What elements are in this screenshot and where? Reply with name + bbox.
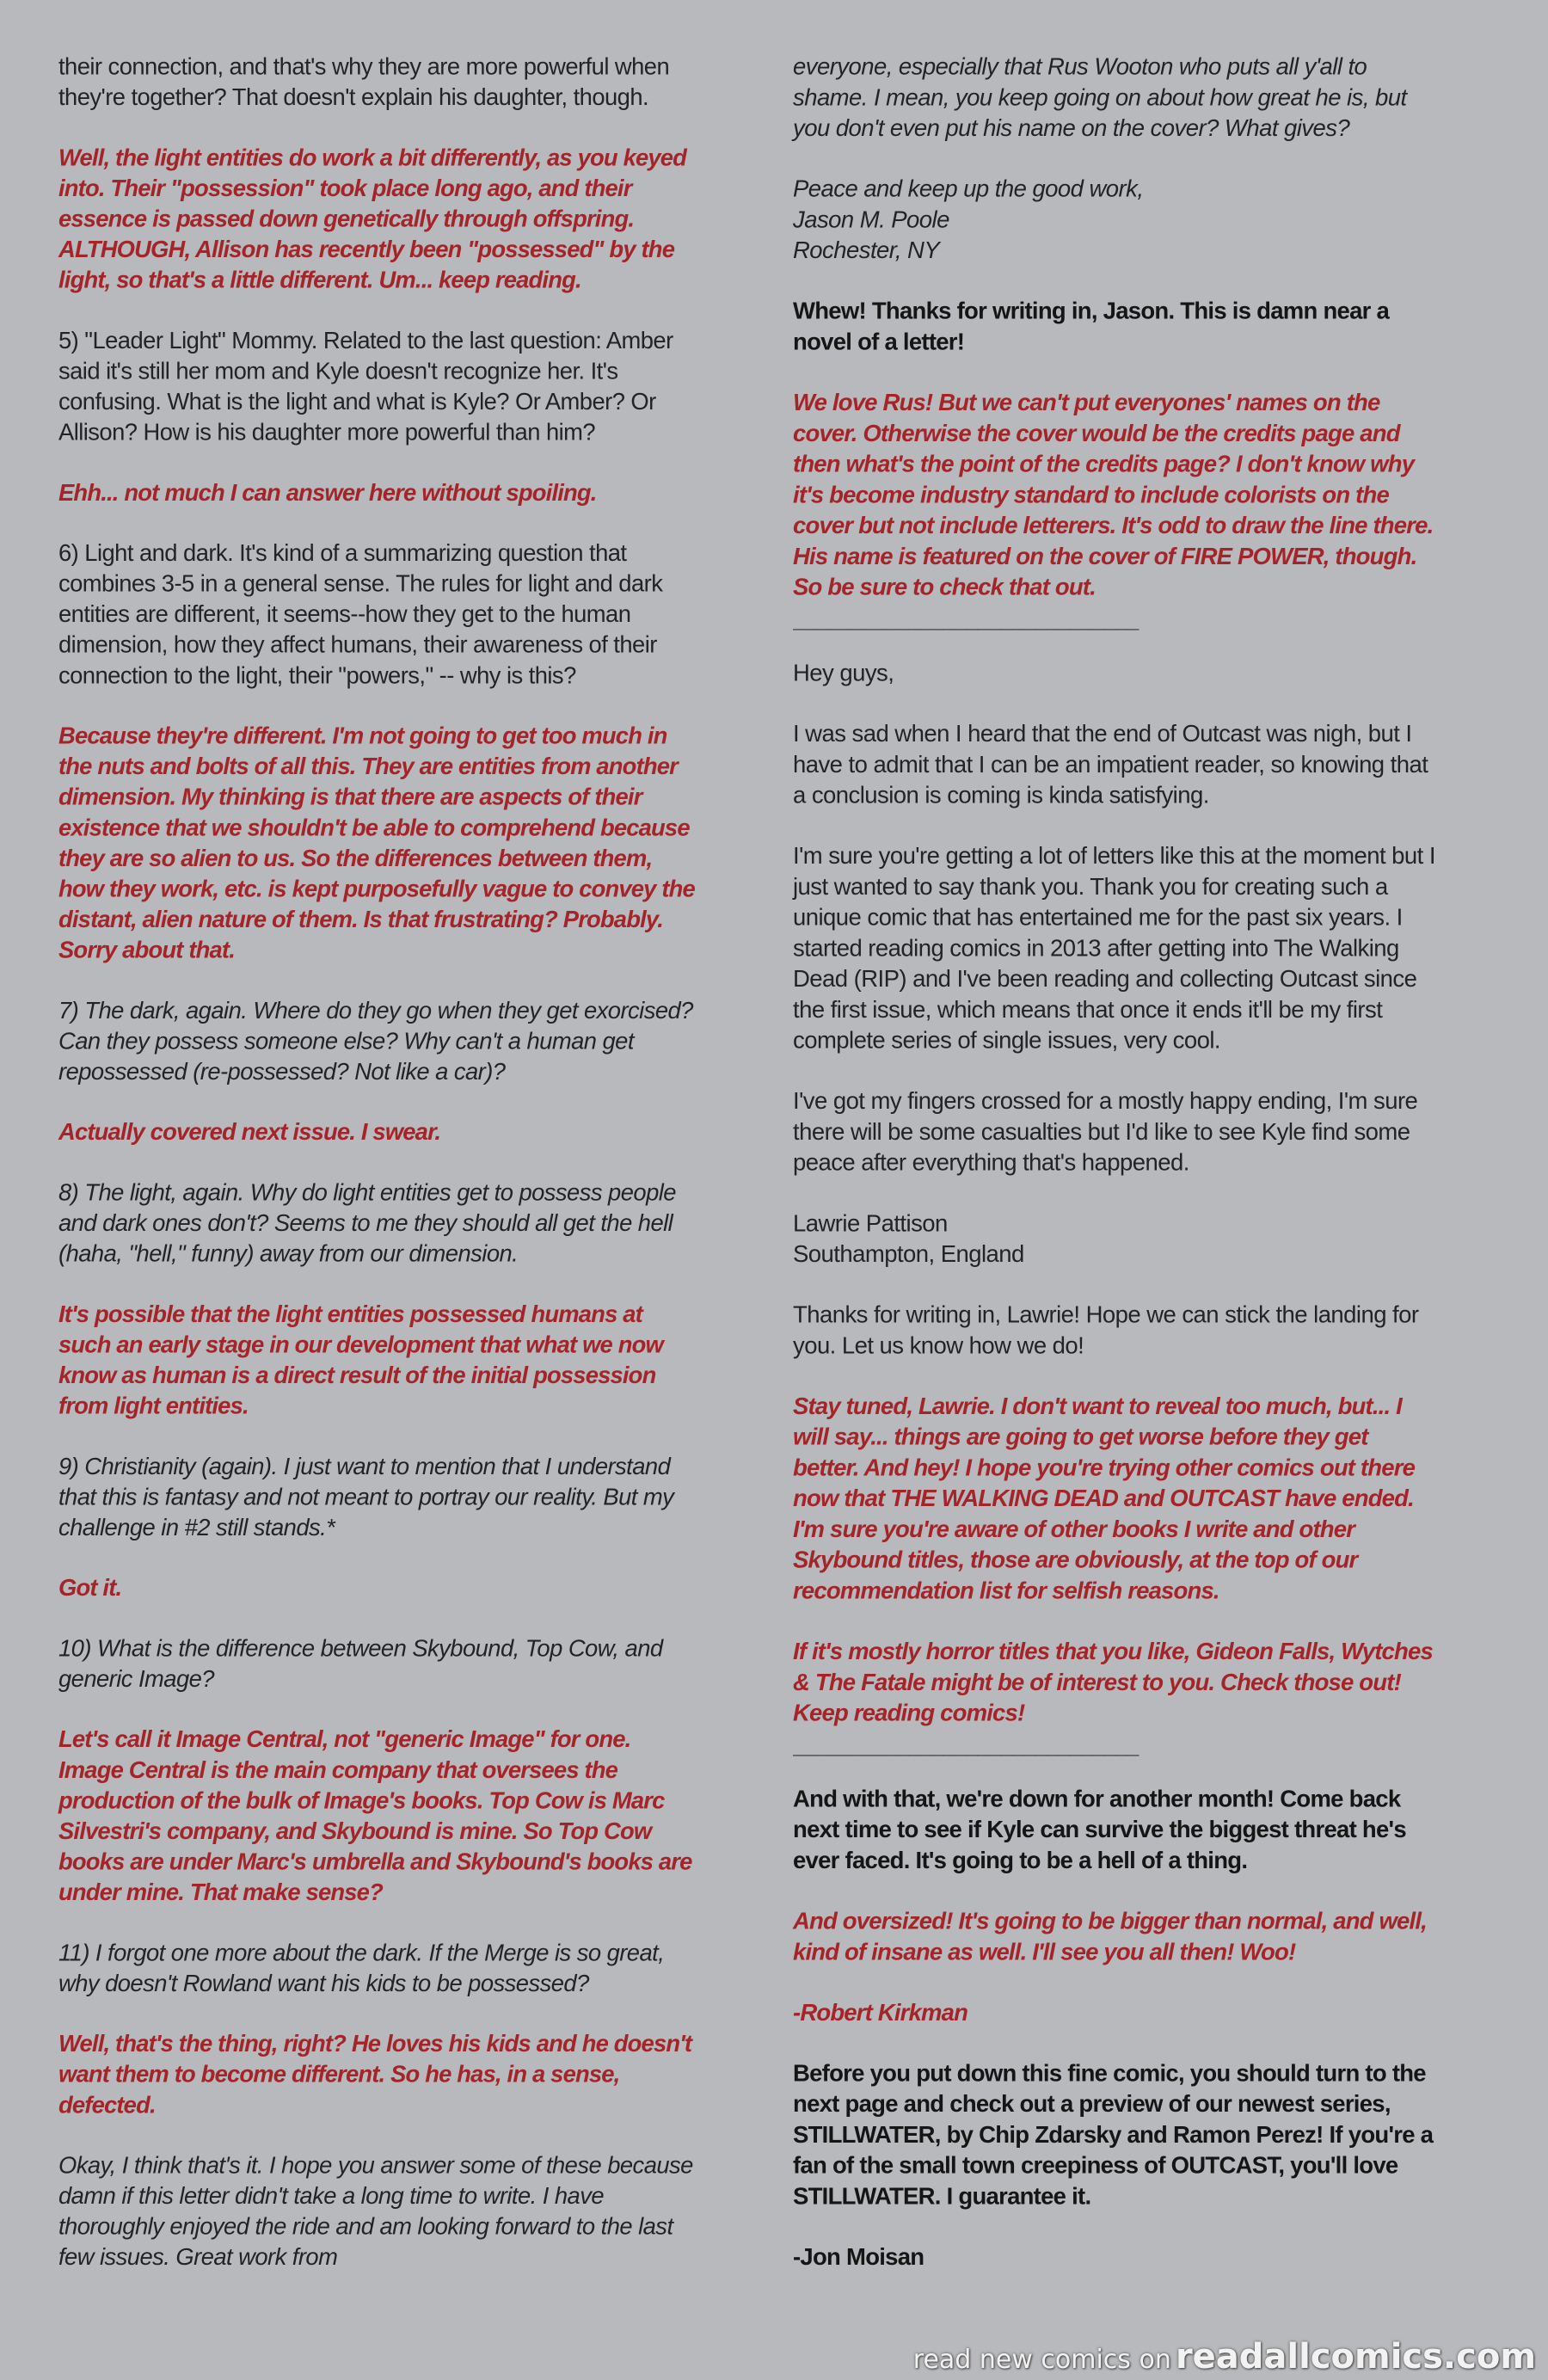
kirkman-reply: -Robert Kirkman <box>793 2000 968 2026</box>
signature-line: Rochester, NY <box>793 237 940 264</box>
kirkman-reply: It's possible that the light entities possessed humans at such an early stage in our development that what we now know as human is a direct result of the initial possession from light entities. <box>58 1301 663 1419</box>
letter-paragraph: 8) The light, again. Why do light entities get to possess people and dark ones don't? Seems to me they should all get the hell (haha, "hell," funny) away from our dimension. <box>58 1179 676 1267</box>
letter-paragraph: I've got my fingers crossed for a mostly happy ending, I'm sure there will be some casualties but I'd like to see Kyle find some peace after everything that's happened. <box>793 1088 1418 1177</box>
letter-paragraph: their connection, and that's why they are more powerful when they're together? That doesn't explain his daughter, though. <box>58 53 670 111</box>
kirkman-reply: Well, that's the thing, right? He loves his kids and he doesn't want them to become different. So he has, in a sense, defected. <box>58 2031 692 2119</box>
kirkman-reply: We love Rus! But we can't put everyones' names on the cover. Otherwise the cover would be the credits page and then what's the point of the credits page? I don't know why it's become industry standard to include colorists on the cover but not include letterers. It's odd to draw the line there. His name is featured on the cover of FIRE POWER, though. So be sure to check that out. <box>793 390 1434 600</box>
kirkman-reply: If it's mostly horror titles that you like, Gideon Falls, Wytches & The Fatale might be of interest to you. Check those out! Keep reading comics! <box>793 1639 1433 1726</box>
signature-line: Southampton, England <box>793 1241 1024 1268</box>
editor-note: -Jon Moisan <box>793 2244 924 2271</box>
watermark-site: readallcomics.com <box>1175 2337 1536 2377</box>
kirkman-reply: And oversized! It's going to be bigger than normal, and well, kind of insane as well. I'll see you all then! Woo! <box>793 1908 1427 1965</box>
kirkman-reply: Ehh... not much I can answer here without spoiling. <box>58 480 597 507</box>
kirkman-reply: Well, the light entities do work a bit differently, as you keyed into. Their "possession" took place long ago, and their essence is passed down genetically through offspring. ALTHOUGH, Allison has recently been "possessed" by the light, so that's a little different. Um... keep reading. <box>58 145 687 293</box>
letter-paragraph: 5) "Leader Light" Mommy. Related to the last question: Amber said it's still her mom and Kyle doesn't recognize her. It's confusing. What is the light and what is Kyle? Or Amber? Or Allison? How is his daughter more powerful than him? <box>58 328 673 446</box>
signature-line: Peace and keep up the good work, <box>793 175 1144 203</box>
letter-paragraph: Hey guys, <box>793 660 894 686</box>
editor-note: Before you put down this fine comic, you should turn to the next page and check out a preview of our newest series, STILLWATER, by Chip Zdarsky and Ramon Perez! If you're a fan of the small town creepiness of OUTCAST, you'll love STILLWATER. I guarantee it. <box>793 2060 1434 2210</box>
letter-paragraph: 11) I forgot one more about the dark. If the Merge is so great, why doesn't Rowland want his kids to be possessed? <box>58 1940 665 1997</box>
letter-paragraph: 6) Light and dark. It's kind of a summarizing question that combines 3-5 in a general sense. The rules for light and dark entities are different, it seems--how they get to the human dimension, how they affect humans, their awareness of their connection to the light, their "powers," -- why is this? <box>58 540 663 689</box>
kirkman-reply: Let's call it Image Central, not "generic Image" for one. Image Central is the main company that oversees the production of the bulk of Image's books. Top Cow is Marc Silvestri's company, and Skybound is mine. So Top Cow books are under Marc's umbrella and Skybound's books are under mine. That make sense? <box>58 1726 692 1906</box>
letter-paragraph: 10) What is the difference between Skybound, Top Cow, and generic Image? <box>58 1635 663 1693</box>
letter-paragraph: Thanks for writing in, Lawrie! Hope we can stick the landing for you. Let us know how we do! <box>793 1301 1419 1359</box>
signature-line: Lawrie Pattison <box>793 1210 948 1237</box>
site-watermark[interactable] <box>913 2337 1536 2377</box>
letter-paragraph: 9) Christianity (again). I just want to mention that I understand that this is fantasy and not meant to portray our reality. But my challenge in #2 still stands.* <box>58 1454 674 1541</box>
letter-paragraph: Okay, I think that's it. I hope you answer some of these because damn if this letter didn't take a long time to write. I have thoroughly enjoyed the ride and am looking forward to the last few issues. Great work from <box>58 2152 693 2271</box>
kirkman-reply: Stay tuned, Lawrie. I don't want to reveal too much, but... I will say... things are going to get worse before they get better. And hey! I hope you're trying other comics out there now that THE WALKING DEAD and OUTCAST have ended. I'm sure you're aware of other books I write and other Skybound titles, those are obviously, at the top of our recommendation list for selfish reasons. <box>793 1393 1416 1604</box>
left-column <box>58 52 697 2303</box>
letter-signature <box>793 174 1440 266</box>
kirkman-reply: Actually covered next issue. I swear. <box>58 1119 441 1146</box>
kirkman-reply: Because they're different. I'm not going to get too much in the nuts and bolts of all this. They are entities from another dimension. My thinking is that there are aspects of their existence that we shouldn't be able to comprehend because they are so alien to us. So the differences between them, how they work, etc. is kept purposefully vague to convey the distant, alien nature of them. Is that frustrating? Probably. Sorry about that. <box>58 723 695 963</box>
right-column <box>793 52 1440 2303</box>
editor-note: And with that, we're down for another month! Come back next time to see if Kyle can survive the biggest threat he's ever faced. It's going to be a hell of a thing. <box>793 1786 1406 1874</box>
letter-paragraph: I was sad when I heard that the end of Outcast was nigh, but I have to admit that I can be an impatient reader, so knowing that a conclusion is coming is kinda satisfying. <box>793 721 1428 809</box>
kirkman-reply: Got it. <box>58 1575 122 1602</box>
letter-paragraph: I'm sure you're getting a lot of letters like this at the moment but I just wanted to say thank you. Thank you for creating such a unique comic that has entertained me for the past six years. I started reading comics in 2013 after getting into The Walking Dead (RIP) and I've been reading and collecting Outcast since the first issue, which means that once it ends it'll be my first complete series of single issues, very cool. <box>793 843 1435 1055</box>
letter-paragraph: 7) The dark, again. Where do they go when they get exorcised? Can they possess someone else? Why can't a human get repossessed (re-possessed? Not like a car)? <box>58 998 693 1085</box>
letter-paragraph: everyone, especially that Rus Wooton who puts all y'all to shame. I mean, you keep going on about how great he is, but you don't even put his name on the cover? What gives? <box>793 53 1407 142</box>
letter-signature <box>793 1208 1440 1270</box>
section-divider: ______________________________ <box>793 1736 1139 1761</box>
signature-line: Jason M. Poole <box>793 206 949 233</box>
watermark-prefix: read new comics on <box>912 2345 1171 2375</box>
section-divider: ______________________________ <box>793 610 1139 635</box>
editor-note: Whew! Thanks for writing in, Jason. This is damn near a novel of a letter! <box>793 298 1390 355</box>
